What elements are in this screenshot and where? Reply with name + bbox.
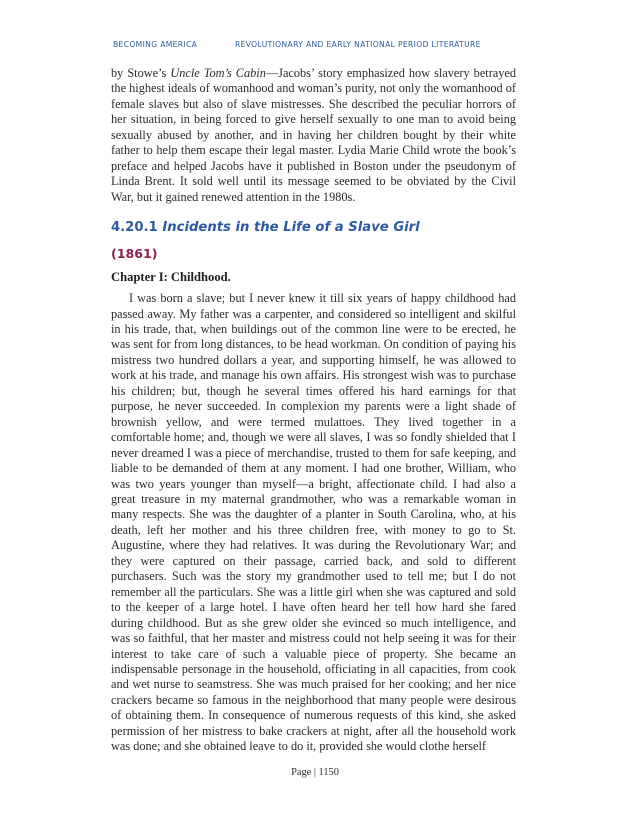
intro-work-title: Uncle Tom’s Cabin bbox=[170, 66, 266, 80]
intro-lead: by Stowe’s bbox=[111, 66, 171, 80]
page-content bbox=[111, 66, 516, 755]
section-number: 4.20.1 bbox=[111, 220, 158, 236]
intro-paragraph bbox=[111, 66, 516, 205]
intro-rest: —Jacobs’ story emphasized how slavery betrayed the highest ideals of womanhood and woman’s purity, not only the womanhood of female slaves but also of slave mistresses. She described the peculiar horrors of her situation, in being forced to give herself sexually to one man to avoid being sexually abused by another, and in having her children bought by their white father to help them escape their legal master. Lydia Marie Child wrote the book’s preface and helped Jacobs have it published in Boston under the pseudonym of Linda Brent. It sold well until its message seemed to be obviated by the Civil War, but it gained renewed attention in the 1980s. bbox=[111, 66, 516, 204]
body-paragraph: I was born a slave; but I never knew it till six years of happy childhood had passed away. My father was a carpenter, and considered so intelligent and skilful in his trade, that, when buildings out of the common line were to be erected, he was sent for from long distances, to be head workman. On condition of paying his mistress two hundred dollars a year, and supporting himself, he was allowed to work at his trade, and manage his own affairs. His strongest wish was to purchase his children; but, though he several times offered his hard earnings for that purpose, he never succeeded. In complexion my parents were a light shade of brownish yellow, and were termed mulattoes. They lived together in a comfortable home; and, though we were all slaves, I was so fondly shielded that I never dreamed I was a piece of merchandise, trusted to them for safe keeping, and liable to be demanded of them at any moment. I had one brother, William, who was two years younger than myself—a bright, affectionate child. I had also a great treasure in my maternal grandmother, who was a remarkable woman in many respects. She was the daughter of a planter in South Carolina, who, at his death, left her mother and his three children free, with money to go to St. Augustine, where they had relatives. It was during the Revolutionary War; and they were captured on their passage, carried back, and sold to different purchasers. Such was the story my grandmother used to tell me; but I do not remember all the particulars. She was a little girl when she was captured and sold to the keeper of a large hotel. I have often heard her tell how hard she fared during childhood. But as she grew older she evinced so much intelligence, and was so faithful, that her master and mistress could not help seeing it was for their interest to take care of such a valuable piece of property. She became an indispensable personage in the household, officiating in all capacities, from cook and wet nurse to seamstress. She was much praised for her cooking; and her nice crackers became so famous in the neighborhood that many people were desirous of obtaining them. In consequence of numerous requests of this kind, she asked permission of her mistress to bake crackers at night, after all the household work was done; and she obtained leave to do it, provided she would clothe herself bbox=[111, 291, 516, 754]
chapter-heading: Chapter I: Childhood. bbox=[111, 270, 231, 285]
header-section-title: REVOLUTIONARY AND EARLY NATIONAL PERIOD LITERATURE bbox=[234, 40, 481, 49]
header-book-title: BECOMING AMERICA bbox=[113, 40, 198, 49]
page-footer: Page | 1150 bbox=[291, 767, 339, 778]
publication-year: (1861) bbox=[111, 246, 158, 262]
running-header bbox=[113, 40, 523, 49]
section-title: Incidents in the Life of a Slave Girl bbox=[162, 220, 420, 236]
section-heading bbox=[111, 219, 516, 237]
